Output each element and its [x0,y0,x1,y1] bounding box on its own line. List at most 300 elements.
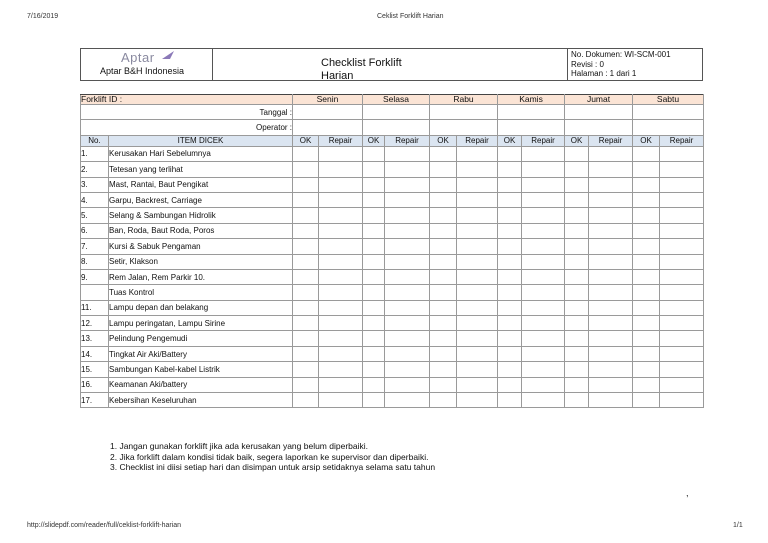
ok-cell[interactable] [293,331,319,346]
repair-cell[interactable] [385,285,430,300]
ok-cell[interactable] [633,331,660,346]
repair-cell[interactable] [589,146,633,161]
ok-header: OK [293,135,319,146]
ok-cell[interactable] [633,346,660,361]
repair-cell[interactable] [660,316,704,331]
repair-cell[interactable] [457,393,498,408]
item-text: Sambungan Kabel-kabel Listrik [109,362,293,377]
repair-cell[interactable] [319,269,363,284]
operator-cell[interactable] [498,120,565,135]
item-text: Keamanan Aki/battery [109,377,293,392]
ok-cell[interactable] [565,316,589,331]
repair-cell[interactable] [522,254,565,269]
ok-cell[interactable] [498,393,522,408]
ok-cell[interactable] [565,239,589,254]
ok-cell[interactable] [498,269,522,284]
ok-cell[interactable] [565,300,589,315]
repair-cell[interactable] [522,239,565,254]
operator-cell[interactable] [293,120,363,135]
repair-cell[interactable] [660,346,704,361]
ok-cell[interactable] [430,162,457,177]
ok-cell[interactable] [633,316,660,331]
repair-cell[interactable] [319,331,363,346]
item-row [81,346,704,361]
ok-cell[interactable] [565,285,589,300]
ok-cell[interactable] [633,192,660,207]
ok-cell[interactable] [363,146,385,161]
day-rabu: Rabu [430,95,498,105]
repair-cell[interactable] [589,269,633,284]
item-row [81,146,704,161]
checklist-table [80,94,704,408]
tanggal-label: Tanggal : [81,105,293,120]
ok-cell[interactable] [498,362,522,377]
divider [212,49,213,80]
repair-cell[interactable] [385,177,430,192]
repair-cell[interactable] [385,362,430,377]
repair-cell[interactable] [589,393,633,408]
ok-cell[interactable] [565,346,589,361]
ok-cell[interactable] [633,269,660,284]
day-jumat: Jumat [565,95,633,105]
footer-url[interactable]: http://slidepdf.com/reader/full/ceklist-forklift-harian [27,522,182,529]
item-text: Rem Jalan, Rem Parkir 10. [109,269,293,284]
repair-cell[interactable] [319,362,363,377]
repair-cell[interactable] [589,362,633,377]
ok-cell[interactable] [633,239,660,254]
ok-cell[interactable] [498,285,522,300]
repair-cell[interactable] [589,377,633,392]
repair-cell[interactable] [660,269,704,284]
repair-cell[interactable] [319,239,363,254]
repair-cell[interactable] [522,300,565,315]
repair-cell[interactable] [457,192,498,207]
day-selasa: Selasa [363,95,430,105]
repair-cell[interactable] [319,316,363,331]
repair-cell[interactable] [589,239,633,254]
repair-cell[interactable] [522,393,565,408]
repair-cell[interactable] [385,331,430,346]
ok-cell[interactable] [565,177,589,192]
item-number [81,285,109,300]
repair-cell[interactable] [319,254,363,269]
ok-cell[interactable] [430,377,457,392]
item-number: 15. [81,362,109,377]
ok-cell[interactable] [633,208,660,223]
repair-cell[interactable] [457,208,498,223]
ok-cell[interactable] [363,346,385,361]
repair-cell[interactable] [457,331,498,346]
ok-cell[interactable] [633,162,660,177]
ok-cell[interactable] [363,192,385,207]
ok-cell[interactable] [498,346,522,361]
repair-cell[interactable] [457,177,498,192]
repair-cell[interactable] [319,192,363,207]
repair-cell[interactable] [319,393,363,408]
stray-mark: , [686,488,689,498]
ok-header: OK [633,135,660,146]
repair-cell[interactable] [522,223,565,238]
item-number: 11. [81,300,109,315]
repair-cell[interactable] [457,239,498,254]
item-row [81,162,704,177]
repair-cell[interactable] [589,223,633,238]
document-header [80,48,703,81]
repair-cell[interactable] [457,377,498,392]
repair-cell[interactable] [522,177,565,192]
ok-cell[interactable] [430,254,457,269]
ok-cell[interactable] [293,285,319,300]
ok-cell[interactable] [430,223,457,238]
repair-cell[interactable] [589,192,633,207]
item-text: Selang & Sambungan Hidrolik [109,208,293,223]
item-text: Tetesan yang terlihat [109,162,293,177]
ok-cell[interactable] [498,192,522,207]
repair-cell[interactable] [319,146,363,161]
repair-cell[interactable] [660,146,704,161]
ok-cell[interactable] [363,362,385,377]
ok-cell[interactable] [565,269,589,284]
repair-cell[interactable] [660,393,704,408]
ok-cell[interactable] [565,223,589,238]
repair-header: Repair [319,135,363,146]
day-header-row [81,95,704,105]
repair-cell[interactable] [522,269,565,284]
ok-cell[interactable] [363,377,385,392]
ok-cell[interactable] [498,377,522,392]
ok-cell[interactable] [430,316,457,331]
ok-cell[interactable] [498,146,522,161]
operator-cell[interactable] [565,120,633,135]
ok-cell[interactable] [293,269,319,284]
repair-cell[interactable] [660,331,704,346]
tanggal-cell[interactable] [363,105,430,120]
item-number: 6. [81,223,109,238]
ok-cell[interactable] [430,208,457,223]
operator-cell[interactable] [363,120,430,135]
ok-cell[interactable] [430,239,457,254]
repair-cell[interactable] [522,208,565,223]
ok-cell[interactable] [293,362,319,377]
repair-cell[interactable] [457,146,498,161]
repair-cell[interactable] [660,254,704,269]
repair-cell[interactable] [589,208,633,223]
ok-cell[interactable] [633,377,660,392]
operator-label: Operator : [81,120,293,135]
ok-cell[interactable] [498,162,522,177]
ok-cell[interactable] [430,393,457,408]
ok-header: OK [363,135,385,146]
repair-cell[interactable] [319,208,363,223]
repair-cell[interactable] [385,223,430,238]
repair-cell[interactable] [522,192,565,207]
repair-cell[interactable] [589,331,633,346]
item-number: 5. [81,208,109,223]
repair-cell[interactable] [522,362,565,377]
item-number: 7. [81,239,109,254]
ok-cell[interactable] [633,223,660,238]
ok-cell[interactable] [430,362,457,377]
ok-cell[interactable] [293,177,319,192]
revision: Revisi : 0 [571,59,604,69]
repair-cell[interactable] [385,208,430,223]
item-row [81,269,704,284]
ok-cell[interactable] [633,177,660,192]
repair-cell[interactable] [660,300,704,315]
ok-cell[interactable] [430,146,457,161]
repair-cell[interactable] [385,146,430,161]
no-header: No. [81,135,109,146]
item-text: Lampu depan dan belakang [109,300,293,315]
ok-cell[interactable] [430,177,457,192]
ok-cell[interactable] [565,254,589,269]
ok-cell[interactable] [430,192,457,207]
ok-cell[interactable] [498,300,522,315]
repair-cell[interactable] [385,377,430,392]
document-title: Checklist Forklift Harian [321,57,402,82]
repair-cell[interactable] [660,223,704,238]
ok-cell[interactable] [293,377,319,392]
ok-cell[interactable] [363,300,385,315]
ok-cell[interactable] [430,300,457,315]
print-date: 7/16/2019 [27,13,59,20]
repair-cell[interactable] [589,316,633,331]
ok-cell[interactable] [363,285,385,300]
repair-cell[interactable] [319,300,363,315]
ok-cell[interactable] [363,269,385,284]
company-name: Aptar B&H Indonesia [100,66,185,76]
ok-cell[interactable] [565,377,589,392]
repair-header: Repair [660,135,704,146]
tanggal-cell[interactable] [498,105,565,120]
item-row [81,254,704,269]
tanggal-cell[interactable] [565,105,633,120]
repair-cell[interactable] [660,285,704,300]
print-title: Ceklist Forklift Harian [377,13,444,20]
logo-text: Aptar [121,50,155,65]
operator-cell[interactable] [430,120,498,135]
repair-cell[interactable] [385,346,430,361]
item-text: Tuas Kontrol [109,285,293,300]
day-kamis: Kamis [498,95,565,105]
ok-cell[interactable] [293,346,319,361]
repair-cell[interactable] [457,362,498,377]
item-number: 1. [81,146,109,161]
doc-number: No. Dokumen: WI-SCM-001 [571,50,671,59]
repair-header: Repair [457,135,498,146]
repair-cell[interactable] [660,192,704,207]
ok-cell[interactable] [633,300,660,315]
item-number: 3. [81,177,109,192]
ok-cell[interactable] [293,300,319,315]
repair-cell[interactable] [385,162,430,177]
ok-cell[interactable] [633,393,660,408]
item-rows [81,146,704,408]
ok-cell[interactable] [363,393,385,408]
ok-cell[interactable] [293,393,319,408]
ok-cell[interactable] [565,362,589,377]
ok-cell[interactable] [498,331,522,346]
note-1: 1. Jangan gunakan forklift jika ada kerusakan yang belum diperbaiki. [110,441,368,451]
ok-cell[interactable] [293,223,319,238]
repair-cell[interactable] [319,223,363,238]
item-text: Kebersihan Keseluruhan [109,393,293,408]
ok-cell[interactable] [565,393,589,408]
repair-cell[interactable] [319,377,363,392]
repair-cell[interactable] [522,377,565,392]
repair-cell[interactable] [319,162,363,177]
item-number: 16. [81,377,109,392]
ok-cell[interactable] [430,346,457,361]
tanggal-cell[interactable] [293,105,363,120]
ok-cell[interactable] [565,331,589,346]
ok-cell[interactable] [633,254,660,269]
repair-header: Repair [385,135,430,146]
ok-cell[interactable] [363,331,385,346]
repair-cell[interactable] [589,162,633,177]
ok-header: OK [498,135,522,146]
ok-cell[interactable] [430,269,457,284]
ok-cell[interactable] [293,162,319,177]
repair-cell[interactable] [457,269,498,284]
column-header-row [81,135,704,146]
divider [567,49,568,80]
ok-cell[interactable] [293,316,319,331]
footer-page: 1/1 [733,522,743,529]
item-number: 9. [81,269,109,284]
item-text: Garpu, Backrest, Carriage [109,192,293,207]
item-number: 4. [81,192,109,207]
item-number: 17. [81,393,109,408]
ok-cell[interactable] [498,177,522,192]
repair-cell[interactable] [385,393,430,408]
repair-cell[interactable] [457,223,498,238]
item-text: Tingkat Air Aki/Battery [109,346,293,361]
repair-cell[interactable] [457,254,498,269]
ok-cell[interactable] [363,177,385,192]
repair-cell[interactable] [385,269,430,284]
tanggal-cell[interactable] [430,105,498,120]
tanggal-cell[interactable] [633,105,704,120]
repair-cell[interactable] [589,177,633,192]
item-header: ITEM DICEK [109,135,293,146]
repair-cell[interactable] [660,362,704,377]
ok-cell[interactable] [498,316,522,331]
ok-cell[interactable] [430,331,457,346]
repair-cell[interactable] [319,177,363,192]
repair-cell[interactable] [522,316,565,331]
notes [110,441,510,473]
repair-cell[interactable] [385,300,430,315]
repair-cell[interactable] [319,285,363,300]
note-2: 2. Jika forklift dalam kondisi tidak baik, segera laporkan ke supervisor dan diperbaiki. [110,451,429,462]
item-number: 8. [81,254,109,269]
ok-cell[interactable] [498,208,522,223]
ok-cell[interactable] [293,239,319,254]
repair-cell[interactable] [522,346,565,361]
repair-cell[interactable] [660,162,704,177]
ok-cell[interactable] [565,162,589,177]
item-text: Setir, Klakson [109,254,293,269]
ok-cell[interactable] [293,192,319,207]
repair-cell[interactable] [522,331,565,346]
operator-cell[interactable] [633,120,704,135]
repair-cell[interactable] [457,300,498,315]
ok-header: OK [565,135,589,146]
ok-cell[interactable] [633,146,660,161]
ok-cell[interactable] [565,146,589,161]
ok-cell[interactable] [498,239,522,254]
item-row [81,331,704,346]
repair-cell[interactable] [589,346,633,361]
item-number: 12. [81,316,109,331]
repair-cell[interactable] [660,177,704,192]
ok-cell[interactable] [633,285,660,300]
ok-cell[interactable] [363,254,385,269]
repair-cell[interactable] [660,208,704,223]
repair-cell[interactable] [660,377,704,392]
ok-cell[interactable] [363,223,385,238]
day-senin: Senin [293,95,363,105]
repair-cell[interactable] [522,285,565,300]
repair-cell[interactable] [385,239,430,254]
ok-cell[interactable] [633,362,660,377]
tanggal-row [81,105,704,120]
ok-cell[interactable] [498,254,522,269]
repair-cell[interactable] [385,254,430,269]
item-row [81,285,704,300]
repair-cell[interactable] [385,316,430,331]
ok-cell[interactable] [565,208,589,223]
item-row [81,192,704,207]
repair-cell[interactable] [522,162,565,177]
ok-cell[interactable] [293,254,319,269]
repair-cell[interactable] [457,162,498,177]
repair-cell[interactable] [660,239,704,254]
repair-cell[interactable] [457,316,498,331]
repair-cell[interactable] [589,254,633,269]
ok-cell[interactable] [565,192,589,207]
ok-cell[interactable] [498,223,522,238]
repair-cell[interactable] [522,146,565,161]
repair-cell[interactable] [589,285,633,300]
forklift-id-label: Forklift ID : [81,95,293,105]
item-row [81,377,704,392]
repair-cell[interactable] [589,300,633,315]
item-row [81,316,704,331]
item-text: Lampu peringatan, Lampu Sirine [109,316,293,331]
repair-header: Repair [522,135,565,146]
document-meta [571,50,671,79]
ok-cell[interactable] [293,146,319,161]
ok-cell[interactable] [363,162,385,177]
operator-row [81,120,704,135]
ok-cell[interactable] [363,239,385,254]
ok-cell[interactable] [363,208,385,223]
repair-cell[interactable] [457,346,498,361]
ok-header: OK [430,135,457,146]
item-row [81,223,704,238]
ok-cell[interactable] [430,285,457,300]
repair-cell[interactable] [457,285,498,300]
item-number: 13. [81,331,109,346]
ok-cell[interactable] [293,208,319,223]
item-row [81,208,704,223]
repair-cell[interactable] [385,192,430,207]
repair-cell[interactable] [319,346,363,361]
ok-cell[interactable] [363,316,385,331]
item-row [81,300,704,315]
